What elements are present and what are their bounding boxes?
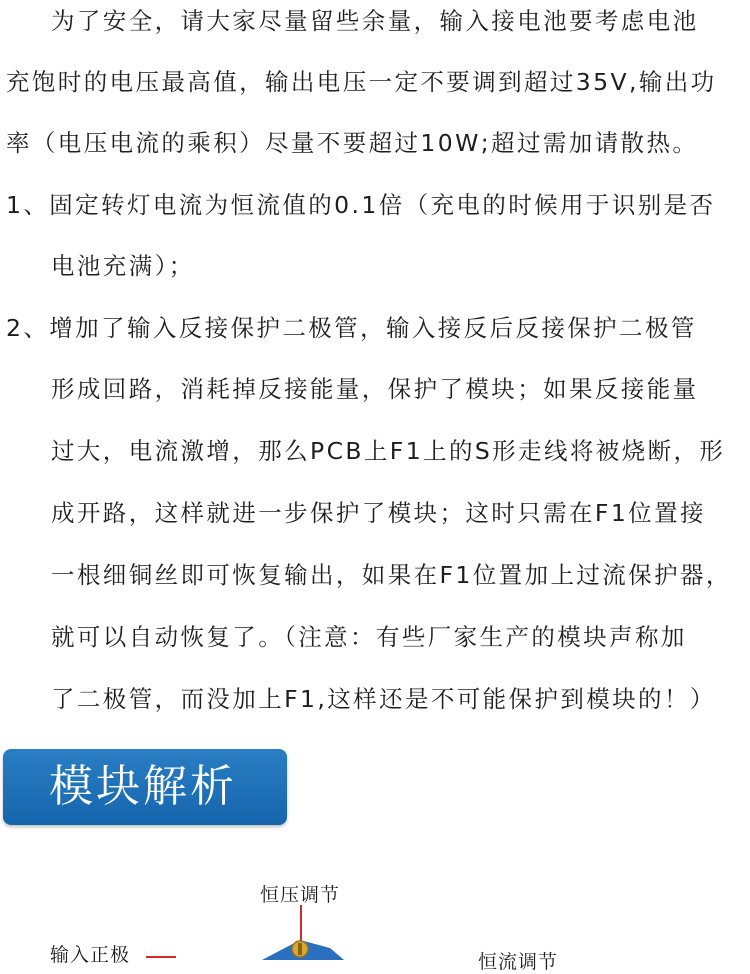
module-diagram [0, 830, 750, 973]
section-banner [3, 749, 287, 825]
list-item-1-line: 电池充满）； [51, 252, 195, 280]
section-title: 模块解析 [49, 761, 237, 812]
paragraph-line: 率（电压电流的乘积）尽量不要超过10W;超过需加请散热。 [6, 129, 699, 157]
potentiometer-slot [298, 943, 302, 955]
label-input-positive: 输入正极 [50, 944, 131, 966]
list-item-1-line: 1、固定转灯电流为恒流值的0.1倍（充电的时候用于识别是否 [6, 191, 716, 219]
paragraph-line: 充饱时的电压最高值，输出电压一定不要调到超过35V,输出功 [6, 68, 717, 96]
list-item-2-line: 形成回路，消耗掉反接能量，保护了模块；如果反接能量 [51, 375, 699, 403]
label-cv-adjust: 恒压调节 [260, 884, 341, 906]
paragraph-line: 为了安全，请大家尽量留些余量，输入接电池要考虑电池 [51, 7, 699, 35]
list-item-2-line: 了二极管，而没加上F1,这样还是不可能保护到模块的！） [51, 685, 716, 713]
list-item-2-line: 一根细铜丝即可恢复输出，如果在F1位置加上过流保护器， [51, 561, 732, 589]
list-item-2-line: 2、增加了输入反接保护二极管，输入接反后反接保护二极管 [6, 314, 697, 342]
list-item-2-line: 过大，电流激增，那么PCB上F1上的S形走线将被烧断，形 [51, 437, 726, 465]
list-item-2-line: 就可以自动恢复了。（注意：有些厂家生产的模块声称加 [51, 623, 687, 651]
list-item-2-line: 成开路，这样就进一步保护了模块；这时只需在F1位置接 [51, 499, 706, 527]
label-cc-adjust: 恒流调节 [478, 951, 559, 973]
